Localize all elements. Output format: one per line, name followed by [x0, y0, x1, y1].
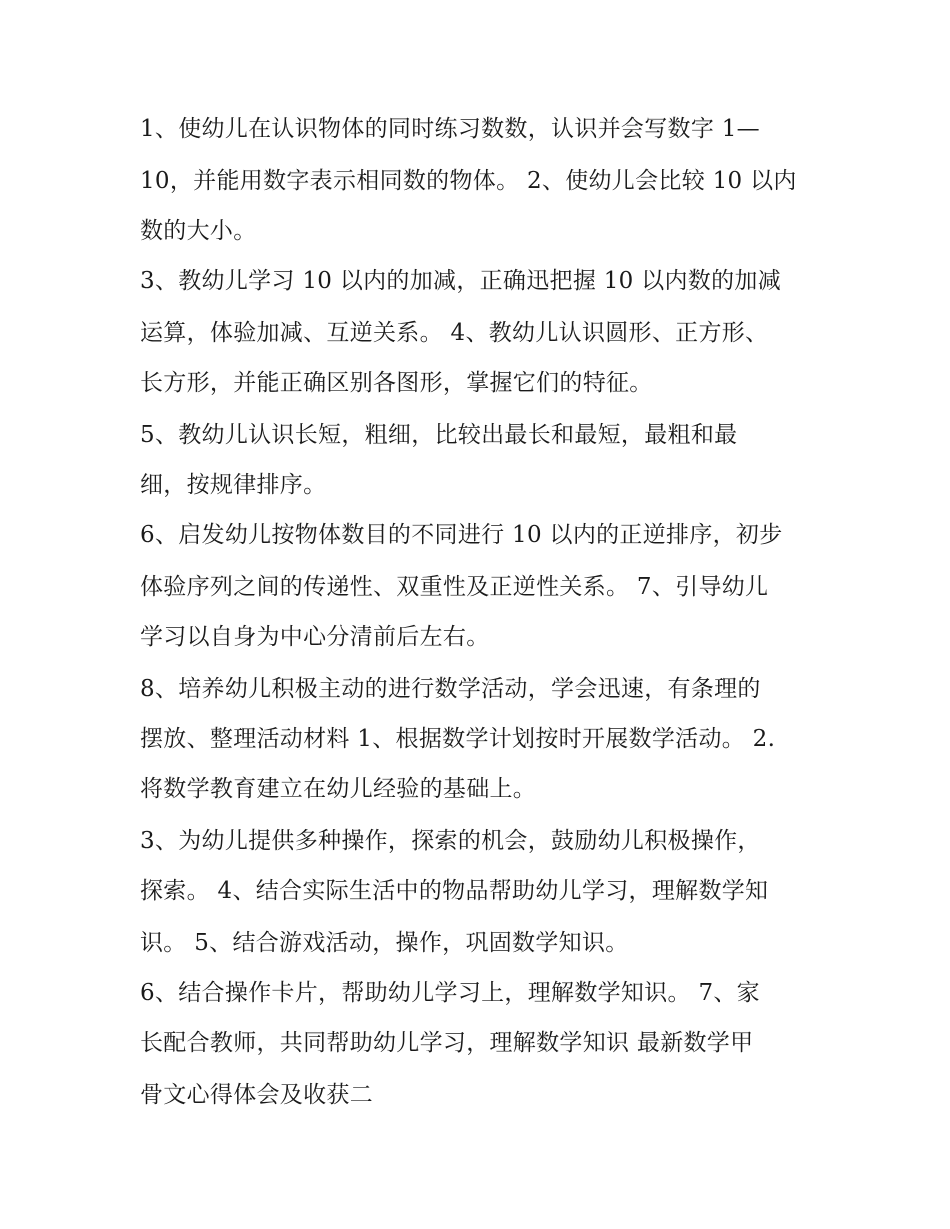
text-line: 探索。 4、结合实际生活中的物品帮助幼儿学习，理解数学知 — [140, 878, 769, 904]
text-line: 细，按规律排序。 — [140, 472, 327, 498]
text-line: 8、培养幼儿积极主动的进行数学活动，学会迅速，有条理的 — [140, 676, 761, 702]
text-line: 摆放、整理活动材料 1、根据数学计划按时开展数学活动。 2. — [140, 726, 776, 752]
text-line: 识。 5、结合游戏活动，操作，巩固数学知识。 — [140, 930, 629, 956]
text-line: 学习以自身为中心分清前后左右。 — [140, 624, 490, 650]
text-line: 3、教幼儿学习 10 以内的加减，正确迅把握 10 以内数的加减 — [140, 268, 782, 294]
text-line: 运算，体验加减、互逆关系。 4、教幼儿认识圆形、正方形、 — [140, 320, 769, 346]
text-line: 数的大小。 — [140, 218, 257, 244]
text-line: 将数学教育建立在幼儿经验的基础上。 — [140, 776, 537, 802]
text-line: 5、教幼儿认识长短，粗细，比较出最长和最短，最粗和最 — [140, 422, 738, 448]
text-line: 体验序列之间的传递性、双重性及正逆性关系。 7、引导幼儿 — [140, 574, 769, 600]
text-line: 6、启发幼儿按物体数目的不同进行 10 以内的正逆排序，初步 — [140, 522, 783, 548]
text-line: 10，并能用数字表示相同数的物体。 2、使幼儿会比较 10 以内 — [140, 168, 797, 194]
text-line: 3、为幼儿提供多种操作，探索的机会，鼓励幼儿积极操作， — [140, 828, 761, 854]
text-line: 6、结合操作卡片，帮助幼儿学习上，理解数学知识。 7、家 — [140, 980, 760, 1006]
text-line: 长方形，并能正确区别各图形，掌握它们的特征。 — [140, 370, 653, 396]
text-line: 骨文心得体会及收获二 — [140, 1082, 373, 1108]
text-line: 1、使幼儿在认识物体的同时练习数数，认识并会写数字 1— — [140, 116, 760, 142]
text-line: 长配合教师，共同帮助幼儿学习，理解数学知识 最新数学甲 — [140, 1030, 754, 1056]
